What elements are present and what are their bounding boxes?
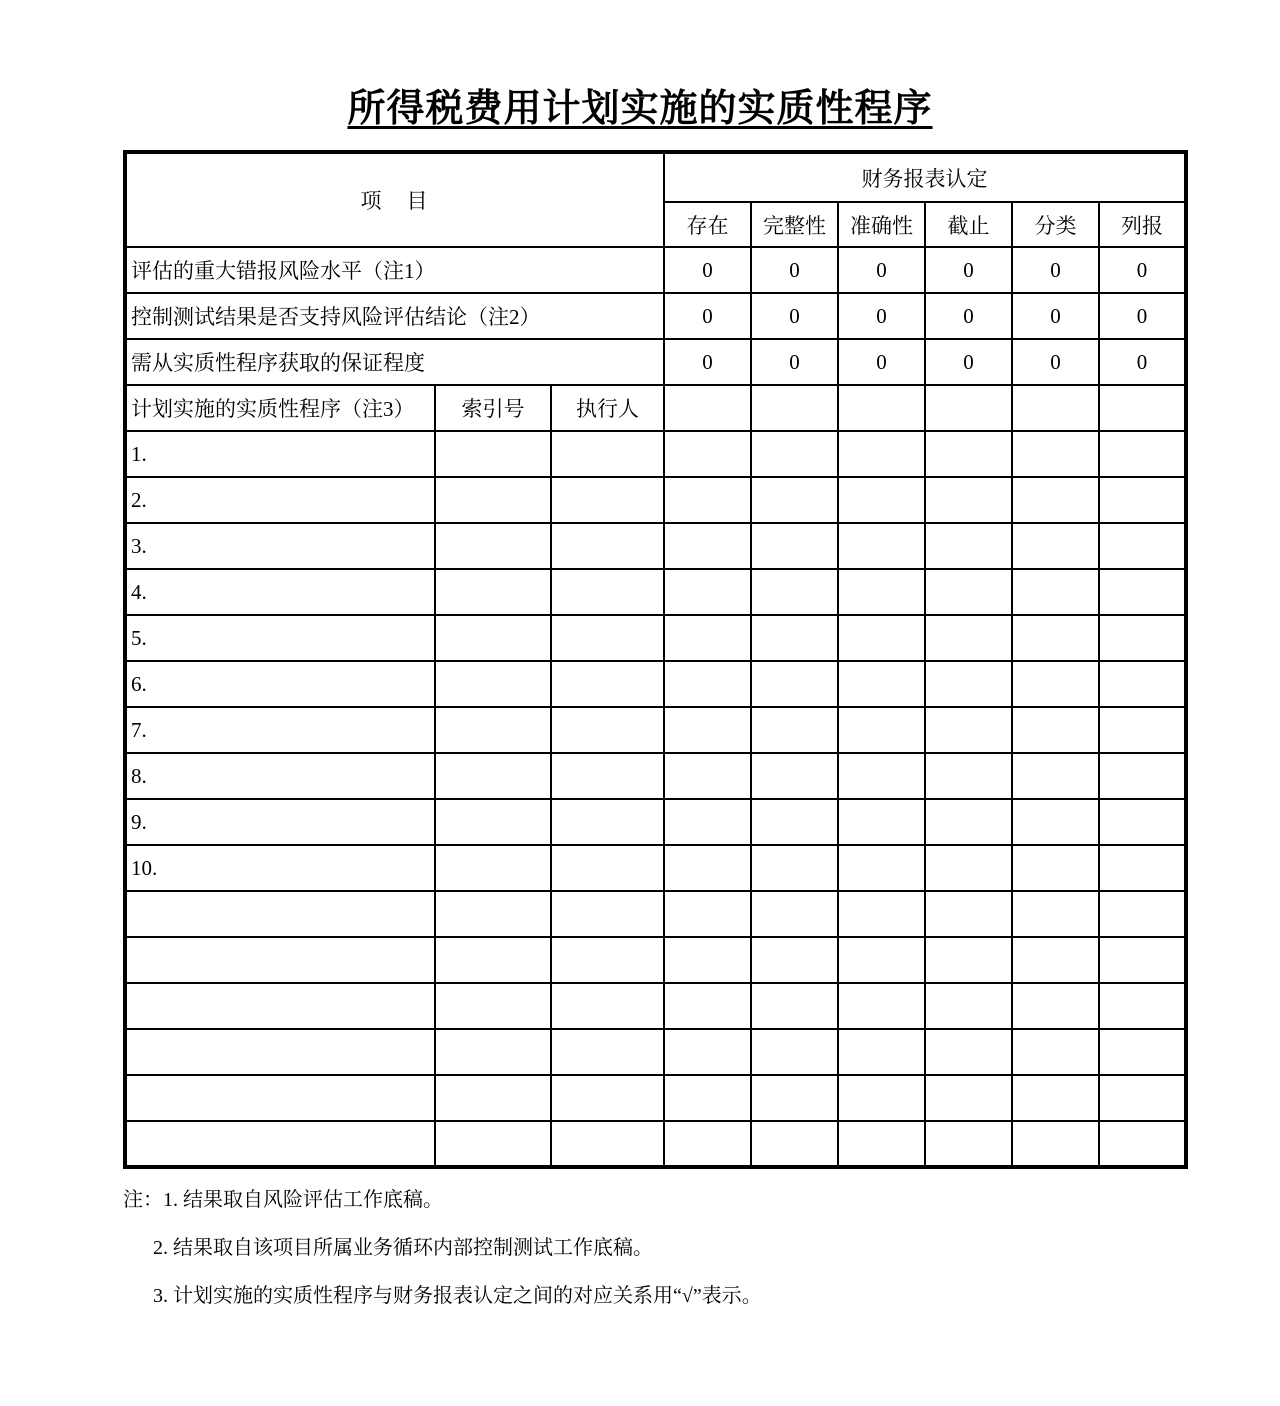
- procedure-number-cell: 5.: [125, 615, 435, 661]
- assertion-blank-cell: [1012, 1121, 1099, 1167]
- assertion-blank-cell: [838, 385, 925, 431]
- procedure-number-cell: [125, 891, 435, 937]
- procedure-header-row: [125, 385, 1186, 431]
- executor-cell: [551, 1075, 664, 1121]
- index-cell: [435, 569, 551, 615]
- executor-cell: [551, 1029, 664, 1075]
- procedure-number-cell: 8.: [125, 753, 435, 799]
- assertion-blank-cell: [751, 1029, 838, 1075]
- procedure-row: [125, 799, 1186, 845]
- procedure-number-cell: [125, 1121, 435, 1167]
- procedure-number-cell: 1.: [125, 431, 435, 477]
- assertion-blank-cell: [925, 431, 1012, 477]
- assertion-blank-cell: [838, 569, 925, 615]
- assertion-blank-cell: [664, 477, 751, 523]
- assertion-blank-cell: [1099, 385, 1186, 431]
- assertion-column-header: 准确性: [838, 202, 925, 247]
- executor-header-cell: 执行人: [551, 385, 664, 431]
- assertion-blank-cell: [838, 615, 925, 661]
- assertion-value-cell: 0: [1012, 339, 1099, 385]
- notes: [123, 1173, 1183, 1317]
- assertion-blank-cell: [925, 385, 1012, 431]
- assertion-blank-cell: [1099, 1029, 1186, 1075]
- assertion-blank-cell: [925, 1075, 1012, 1121]
- assertion-blank-cell: [1099, 707, 1186, 753]
- assertion-value-cell: 0: [925, 247, 1012, 293]
- assertion-column-header: 截止: [925, 202, 1012, 247]
- index-cell: [435, 845, 551, 891]
- assertion-blank-cell: [838, 477, 925, 523]
- assertion-blank-cell: [1012, 569, 1099, 615]
- assertion-blank-cell: [1099, 983, 1186, 1029]
- assertion-blank-cell: [1012, 615, 1099, 661]
- item-header-cell: 项 目: [125, 152, 664, 247]
- procedure-number-cell: 10.: [125, 845, 435, 891]
- assertion-blank-cell: [751, 891, 838, 937]
- assertion-value-cell: 0: [664, 339, 751, 385]
- assertion-blank-cell: [838, 845, 925, 891]
- assertion-blank-cell: [925, 753, 1012, 799]
- index-cell: [435, 615, 551, 661]
- assertion-blank-cell: [664, 845, 751, 891]
- note-line: [123, 1221, 1183, 1269]
- executor-cell: [551, 845, 664, 891]
- executor-cell: [551, 753, 664, 799]
- procedure-row: [125, 1121, 1186, 1167]
- index-cell: [435, 431, 551, 477]
- assertion-blank-cell: [1099, 1075, 1186, 1121]
- assertion-blank-cell: [664, 983, 751, 1029]
- executor-cell: [551, 799, 664, 845]
- executor-cell: [551, 523, 664, 569]
- procedure-row: [125, 569, 1186, 615]
- assertion-blank-cell: [751, 707, 838, 753]
- assertion-blank-cell: [838, 1121, 925, 1167]
- index-cell: [435, 707, 551, 753]
- assertion-blank-cell: [1012, 431, 1099, 477]
- assertion-blank-cell: [1099, 753, 1186, 799]
- procedure-row: [125, 615, 1186, 661]
- assertion-blank-cell: [838, 799, 925, 845]
- assertion-blank-cell: [1012, 753, 1099, 799]
- assertion-blank-cell: [838, 1075, 925, 1121]
- assertion-blank-cell: [925, 661, 1012, 707]
- executor-cell: [551, 661, 664, 707]
- assertion-blank-cell: [1012, 937, 1099, 983]
- procedure-number-cell: 2.: [125, 477, 435, 523]
- procedure-row: [125, 845, 1186, 891]
- summary-label-cell: 需从实质性程序获取的保证程度: [125, 339, 664, 385]
- assertion-blank-cell: [1012, 385, 1099, 431]
- assertion-blank-cell: [751, 385, 838, 431]
- index-cell: [435, 523, 551, 569]
- assertion-blank-cell: [838, 661, 925, 707]
- assertion-blank-cell: [838, 707, 925, 753]
- assertion-blank-cell: [925, 845, 1012, 891]
- assertion-blank-cell: [664, 661, 751, 707]
- assertion-blank-cell: [751, 799, 838, 845]
- assertion-blank-cell: [751, 661, 838, 707]
- assertion-blank-cell: [664, 569, 751, 615]
- assertion-blank-cell: [664, 431, 751, 477]
- procedure-row: [125, 661, 1186, 707]
- assertion-blank-cell: [751, 1121, 838, 1167]
- assertion-blank-cell: [1099, 937, 1186, 983]
- index-cell: [435, 753, 551, 799]
- assertion-blank-cell: [751, 523, 838, 569]
- assertion-blank-cell: [751, 477, 838, 523]
- assertion-value-cell: 0: [751, 293, 838, 339]
- assertion-blank-cell: [664, 385, 751, 431]
- summary-row: [125, 293, 1186, 339]
- note-line: [123, 1173, 1183, 1221]
- assertion-column-header: 完整性: [751, 202, 838, 247]
- procedure-number-cell: [125, 1075, 435, 1121]
- index-cell: [435, 937, 551, 983]
- assertion-value-cell: 0: [1012, 247, 1099, 293]
- assertion-blank-cell: [1099, 845, 1186, 891]
- index-cell: [435, 891, 551, 937]
- note-text: 3. 计划实施的实质性程序与财务报表认定之间的对应关系用“√”表示。: [153, 1284, 762, 1307]
- index-cell: [435, 1121, 551, 1167]
- assertion-value-cell: 0: [1099, 293, 1186, 339]
- index-cell: [435, 661, 551, 707]
- assertion-blank-cell: [925, 569, 1012, 615]
- procedure-header-label-cell: 计划实施的实质性程序（注3）: [125, 385, 435, 431]
- assertion-blank-cell: [751, 937, 838, 983]
- procedure-number-cell: 3.: [125, 523, 435, 569]
- procedure-row: [125, 891, 1186, 937]
- assertion-blank-cell: [1099, 523, 1186, 569]
- assertion-blank-cell: [1099, 431, 1186, 477]
- assertion-blank-cell: [664, 891, 751, 937]
- assertion-blank-cell: [1012, 523, 1099, 569]
- assertion-blank-cell: [925, 1029, 1012, 1075]
- assertion-blank-cell: [925, 891, 1012, 937]
- assertion-blank-cell: [1099, 569, 1186, 615]
- assertion-blank-cell: [751, 983, 838, 1029]
- note-line: [123, 1269, 1183, 1317]
- procedure-number-cell: [125, 937, 435, 983]
- assertion-blank-cell: [925, 983, 1012, 1029]
- assertion-blank-cell: [1012, 845, 1099, 891]
- assertion-blank-cell: [751, 1075, 838, 1121]
- note-text: 2. 结果取自该项目所属业务循环内部控制测试工作底稿。: [153, 1236, 653, 1259]
- assertion-blank-cell: [1099, 615, 1186, 661]
- assertion-value-cell: 0: [838, 339, 925, 385]
- assertion-blank-cell: [751, 431, 838, 477]
- assertion-blank-cell: [751, 845, 838, 891]
- assertion-value-cell: 0: [664, 293, 751, 339]
- procedure-row: [125, 1075, 1186, 1121]
- assertion-blank-cell: [664, 799, 751, 845]
- assertion-blank-cell: [925, 707, 1012, 753]
- assertion-blank-cell: [751, 615, 838, 661]
- assertion-blank-cell: [1099, 661, 1186, 707]
- procedure-number-cell: 7.: [125, 707, 435, 753]
- index-cell: [435, 799, 551, 845]
- executor-cell: [551, 1121, 664, 1167]
- assertion-value-cell: 0: [751, 247, 838, 293]
- procedure-number-cell: [125, 983, 435, 1029]
- assertion-blank-cell: [838, 1029, 925, 1075]
- index-header-cell: 索引号: [435, 385, 551, 431]
- assertion-value-cell: 0: [838, 247, 925, 293]
- assertion-blank-cell: [1099, 799, 1186, 845]
- index-cell: [435, 1075, 551, 1121]
- assertion-blank-cell: [838, 983, 925, 1029]
- assertion-blank-cell: [1012, 983, 1099, 1029]
- assertion-blank-cell: [751, 753, 838, 799]
- assertion-blank-cell: [1012, 477, 1099, 523]
- index-cell: [435, 1029, 551, 1075]
- assertion-value-cell: 0: [1012, 293, 1099, 339]
- assertion-blank-cell: [925, 799, 1012, 845]
- assertion-blank-cell: [664, 1075, 751, 1121]
- assertion-blank-cell: [1012, 661, 1099, 707]
- assertion-blank-cell: [1012, 1075, 1099, 1121]
- assertion-blank-cell: [664, 707, 751, 753]
- procedure-row: [125, 753, 1186, 799]
- assertion-blank-cell: [838, 891, 925, 937]
- assertion-value-cell: 0: [751, 339, 838, 385]
- summary-label-cell: 控制测试结果是否支持风险评估结论（注2）: [125, 293, 664, 339]
- assertion-value-cell: 0: [664, 247, 751, 293]
- worksheet-body: [125, 152, 1186, 1167]
- assertion-column-header: 分类: [1012, 202, 1099, 247]
- assertion-blank-cell: [664, 1121, 751, 1167]
- assertion-blank-cell: [1099, 891, 1186, 937]
- assertion-column-header: 列报: [1099, 202, 1186, 247]
- executor-cell: [551, 569, 664, 615]
- executor-cell: [551, 983, 664, 1029]
- note-text: 1. 结果取自风险评估工作底稿。: [163, 1188, 443, 1211]
- assertion-blank-cell: [1012, 891, 1099, 937]
- procedure-row: [125, 1029, 1186, 1075]
- procedure-number-cell: 9.: [125, 799, 435, 845]
- assertions-group-header-cell: 财务报表认定: [664, 152, 1186, 202]
- assertion-blank-cell: [664, 1029, 751, 1075]
- assertion-value-cell: 0: [1099, 247, 1186, 293]
- assertion-blank-cell: [751, 569, 838, 615]
- procedure-row: [125, 983, 1186, 1029]
- assertion-blank-cell: [1012, 707, 1099, 753]
- assertion-blank-cell: [664, 523, 751, 569]
- assertion-blank-cell: [1012, 1029, 1099, 1075]
- assertion-blank-cell: [925, 523, 1012, 569]
- worksheet-table: [123, 150, 1188, 1169]
- assertion-blank-cell: [925, 477, 1012, 523]
- assertion-value-cell: 0: [1099, 339, 1186, 385]
- executor-cell: [551, 937, 664, 983]
- executor-cell: [551, 707, 664, 753]
- index-cell: [435, 983, 551, 1029]
- page-title: 所得税费用计划实施的实质性程序: [347, 88, 933, 130]
- assertion-value-cell: 0: [838, 293, 925, 339]
- summary-row: [125, 339, 1186, 385]
- procedure-number-cell: 6.: [125, 661, 435, 707]
- procedure-number-cell: [125, 1029, 435, 1075]
- executor-cell: [551, 431, 664, 477]
- assertion-value-cell: 0: [925, 339, 1012, 385]
- assertion-blank-cell: [1099, 1121, 1186, 1167]
- assertion-blank-cell: [664, 937, 751, 983]
- procedure-row: [125, 431, 1186, 477]
- assertion-blank-cell: [838, 937, 925, 983]
- assertion-value-cell: 0: [925, 293, 1012, 339]
- summary-row: [125, 247, 1186, 293]
- assertion-blank-cell: [664, 615, 751, 661]
- assertion-blank-cell: [925, 937, 1012, 983]
- executor-cell: [551, 891, 664, 937]
- assertion-blank-cell: [838, 753, 925, 799]
- assertion-blank-cell: [1099, 477, 1186, 523]
- procedure-number-cell: 4.: [125, 569, 435, 615]
- assertion-blank-cell: [664, 753, 751, 799]
- summary-label-cell: 评估的重大错报风险水平（注1）: [125, 247, 664, 293]
- procedure-row: [125, 707, 1186, 753]
- assertion-blank-cell: [1012, 799, 1099, 845]
- index-cell: [435, 477, 551, 523]
- assertion-blank-cell: [838, 431, 925, 477]
- assertion-blank-cell: [925, 1121, 1012, 1167]
- procedure-row: [125, 523, 1186, 569]
- executor-cell: [551, 615, 664, 661]
- assertion-blank-cell: [925, 615, 1012, 661]
- notes-prefix: 注：: [123, 1188, 163, 1211]
- executor-cell: [551, 477, 664, 523]
- procedure-row: [125, 937, 1186, 983]
- header-row-group: [125, 152, 1186, 202]
- assertion-blank-cell: [838, 523, 925, 569]
- assertion-column-header: 存在: [664, 202, 751, 247]
- procedure-row: [125, 477, 1186, 523]
